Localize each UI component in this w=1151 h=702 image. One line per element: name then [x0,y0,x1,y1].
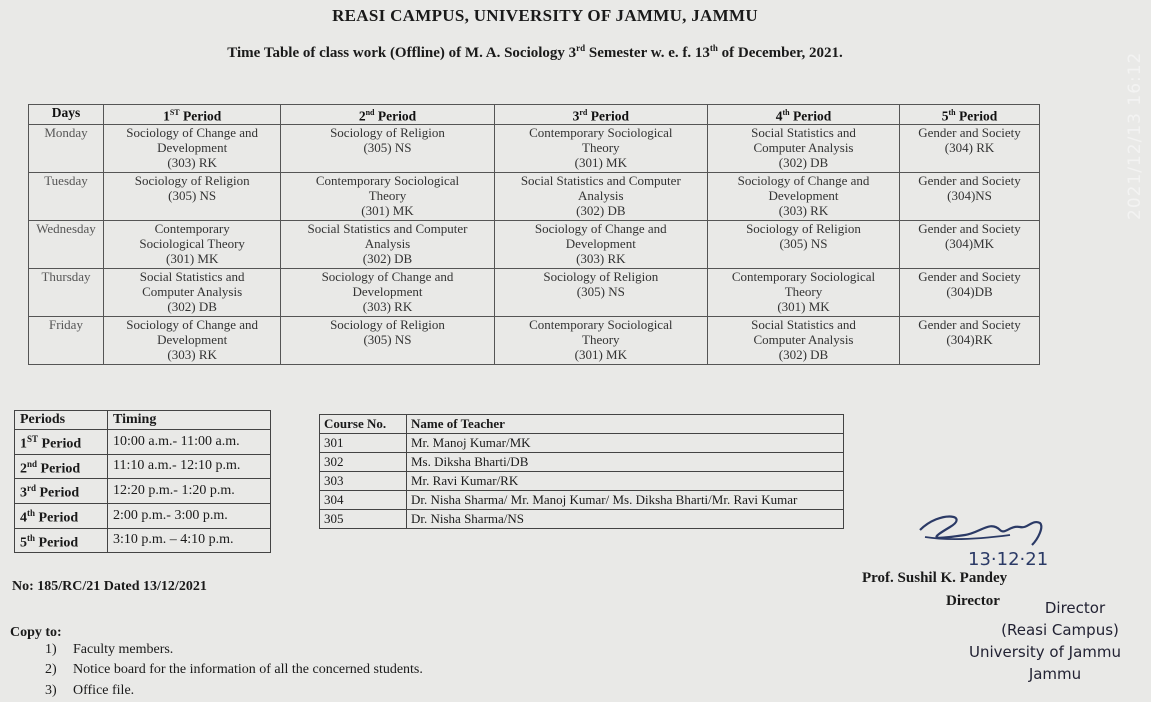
class-cell [494,268,707,316]
period-header: 1ST Period [104,105,281,125]
class-cell [281,124,494,172]
class-cell [281,268,494,316]
document-subtitle: Time Table of class work (Offline) of M. A. Sociology 3rd Semester w. e. f. 13th of December, 2021. [227,43,843,61]
teacher-header-row [320,415,844,434]
class-cell-line: Theory [784,283,823,299]
class-cell-line: Sociology of Change and [126,124,259,140]
class-cell-line: Theory [582,331,620,347]
class-cell-line: Computer Analysis [753,331,854,347]
class-cell-line: (305) NS [576,283,625,299]
stamp-line: University of Jammu [968,643,1121,661]
teacher-row [320,510,844,529]
class-cell-line: Gender and Society [918,172,1021,188]
class-cell-line: (303) RK [778,202,829,218]
days-header: Days [29,105,104,125]
period-timing-table [14,410,271,553]
class-cell [707,220,899,268]
day-cell: Wednesday [29,220,104,268]
signature-date: 13·12·21 [968,549,1049,570]
copy-list-item: 2) Notice board for the information of all the concerned students. [45,662,423,677]
timing-row [15,503,271,528]
timing-header: Timing [108,411,271,430]
class-timetable [28,104,1040,365]
class-cell-line: (304)DB [946,283,993,299]
period-header: 5th Period [900,105,1040,125]
class-cell [104,124,281,172]
class-cell-line: Contemporary Sociological [315,172,460,188]
class-cell-line: Social Statistics and [751,124,856,140]
class-cell-line: (303) RK [362,298,413,314]
class-cell-line: Gender and Society [918,220,1021,236]
class-cell-line: Social Statistics and Computer [520,172,681,188]
class-cell [494,316,707,364]
teacher-row [320,472,844,491]
class-cell-line: (305) NS [168,187,217,203]
timing-row [15,479,271,504]
timing-cell: 2:00 p.m.- 3:00 p.m. [108,503,271,528]
timing-row [15,454,271,479]
period-header: 2nd Period [281,105,494,125]
class-cell [494,124,707,172]
copy-to-heading: Copy to: [10,625,62,640]
stamp-line: Jammu [1028,665,1082,683]
class-cell-line: Contemporary Sociological [529,124,673,140]
class-cell-line: Sociology of Change and [126,316,259,332]
class-cell [900,124,1040,172]
class-cell-line: (302) DB [778,154,829,170]
course-no-cell: 302 [320,453,407,472]
class-cell-line: Contemporary Sociological [731,268,876,284]
timing-cell: 12:20 p.m.- 1:20 p.m. [108,479,271,504]
signatory-designation: Director [946,593,1000,609]
class-cell [707,268,899,316]
class-cell-line: Gender and Society [918,124,1021,140]
class-cell-line: Analysis [364,235,411,251]
class-cell [707,316,899,364]
class-cell-line: Development [157,331,228,347]
timetable-row [29,124,1040,172]
class-cell-line: (303) RK [167,154,217,170]
class-cell [281,220,494,268]
class-cell [900,172,1040,220]
timetable-row [29,268,1040,316]
class-cell [900,268,1040,316]
class-cell-line: Social Statistics and [751,316,856,332]
class-cell-line: Development [352,283,423,299]
class-cell-line: Sociology of Change and [737,172,870,188]
class-cell-line: Sociological Theory [139,235,245,251]
course-no-header: Course No. [320,415,407,434]
signatory-name: Prof. Sushil K. Pandey [862,570,1008,586]
teacher-name-cell: Ms. Diksha Bharti/DB [407,453,844,472]
course-no-cell: 305 [320,510,407,529]
teacher-row [320,453,844,472]
class-cell-line: Social Statistics and [139,268,245,284]
class-cell-line: Computer Analysis [142,283,243,299]
class-cell-line: (304) RK [944,139,995,155]
class-cell-line: Sociology of Change and [321,268,454,284]
class-cell-line: (305) NS [363,139,412,155]
class-cell-line: Computer Analysis [753,139,854,155]
class-cell-line: Sociology of Religion [134,172,250,188]
timing-header-row [15,411,271,430]
class-cell [104,316,281,364]
class-cell-line: Sociology of Religion [746,220,861,236]
class-cell-line: Development [565,235,636,251]
class-cell [900,316,1040,364]
class-cell-line: Contemporary [154,220,230,236]
class-cell-line: (302) DB [778,346,829,362]
day-cell: Tuesday [29,172,104,220]
class-cell [707,124,899,172]
class-cell-line: (302) DB [167,298,217,314]
class-cell [707,172,899,220]
period-cell: 5th Period [15,528,108,553]
class-cell-line: (302) DB [576,202,626,218]
course-no-cell: 301 [320,434,407,453]
course-no-cell: 304 [320,491,407,510]
copy-list-item: 1) Faculty members. [45,642,174,657]
class-cell-line: Sociology of Religion [543,268,659,284]
class-cell [494,172,707,220]
periods-header: Periods [15,411,108,430]
class-cell-line: Social Statistics and Computer [307,220,468,236]
class-cell-line: (301) MK [777,298,830,314]
timing-row [15,528,271,553]
teacher-name-cell: Mr. Manoj Kumar/MK [407,434,844,453]
timetable-row [29,172,1040,220]
class-cell-line: (304)RK [946,331,993,347]
day-cell: Thursday [29,268,104,316]
class-cell [281,316,494,364]
period-cell: 1ST Period [15,430,108,455]
period-cell: 4th Period [15,503,108,528]
class-cell-line: Gender and Society [918,316,1021,332]
campus-title: REASI CAMPUS, UNIVERSITY OF JAMMU, JAMMU [332,6,758,25]
class-cell-line: Gender and Society [918,268,1021,284]
course-no-cell: 303 [320,472,407,491]
class-cell-line: (303) RK [167,346,217,362]
class-cell-line: (301) MK [574,346,627,362]
class-cell [104,268,281,316]
class-cell [104,172,281,220]
period-header: 4th Period [707,105,899,125]
class-cell-line: Sociology of Religion [330,124,445,140]
day-cell: Monday [29,124,104,172]
stamp-line: Director [1044,599,1106,617]
teacher-row [320,434,844,453]
timetable-row [29,220,1040,268]
class-cell-line: (305) NS [779,235,828,251]
period-cell: 2nd Period [15,454,108,479]
notice-number: No: 185/RC/21 Dated 13/12/2021 [12,579,207,594]
stamp-line: (Reasi Campus) [1001,621,1119,639]
period-header: 3rd Period [494,105,707,125]
class-cell [281,172,494,220]
director-stamp [945,597,1145,685]
photo-timestamp: 2021/12/13 16:12 [1125,51,1145,220]
class-cell-line: (303) RK [576,250,626,266]
class-cell-line: (304)NS [947,187,992,203]
copy-list-item: 3) Office file. [45,683,135,698]
teacher-name-header: Name of Teacher [407,415,844,434]
class-cell-line: Development [768,187,839,203]
class-cell-line: Analysis [578,187,624,203]
class-cell [104,220,281,268]
class-cell-line: (302) DB [362,250,413,266]
class-cell-line: (305) NS [363,331,412,347]
handwritten-signature [910,505,1060,575]
class-cell-line: (301) MK [574,154,627,170]
class-cell-line: Contemporary Sociological [529,316,673,332]
class-cell-line: Theory [368,187,407,203]
class-cell [900,220,1040,268]
class-cell-line: Sociology of Change and [534,220,667,236]
teacher-row [320,491,844,510]
class-cell-line: (304)MK [944,235,995,251]
teacher-name-cell: Dr. Nisha Sharma/ Mr. Manoj Kumar/ Ms. Diksha Bharti/Mr. Ravi Kumar [407,491,844,510]
period-cell: 3rd Period [15,479,108,504]
timetable-row [29,316,1040,364]
course-teacher-table [319,414,844,529]
timing-cell: 3:10 p.m. – 4:10 p.m. [108,528,271,553]
class-cell-line: (301) MK [165,250,219,266]
timetable-header-row [29,105,1040,125]
day-cell: Friday [29,316,104,364]
class-cell-line: Theory [582,139,620,155]
class-cell-line: (301) MK [361,202,414,218]
class-cell [494,220,707,268]
class-cell-line: Sociology of Religion [330,316,445,332]
class-cell-line: Development [157,139,228,155]
teacher-name-cell: Mr. Ravi Kumar/RK [407,472,844,491]
teacher-name-cell: Dr. Nisha Sharma/NS [407,510,844,529]
timing-cell: 11:10 a.m.- 12:10 p.m. [108,454,271,479]
timing-cell: 10:00 a.m.- 11:00 a.m. [108,430,271,455]
timing-row [15,430,271,455]
